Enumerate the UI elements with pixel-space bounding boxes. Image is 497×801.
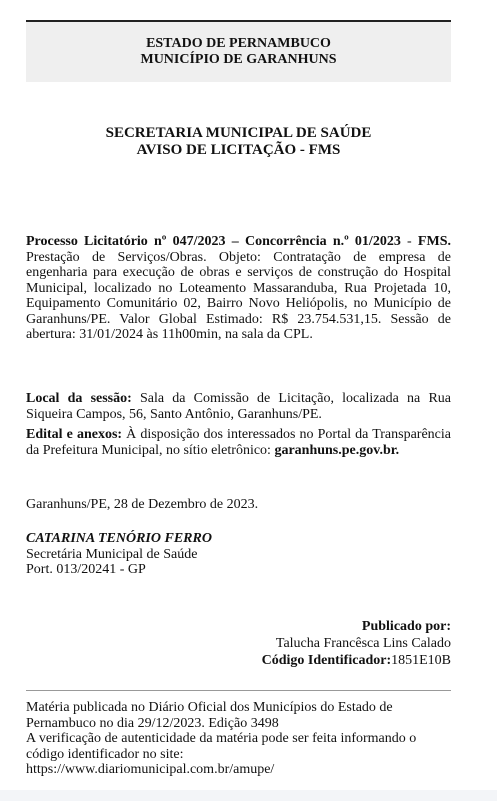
- date-line: Garanhuns/PE, 28 de Dezembro de 2023.: [26, 497, 259, 512]
- notice-title: AVISO DE LICITAÇÃO - FMS: [136, 142, 341, 158]
- published-by-label: Publicado por:: [361, 619, 451, 634]
- footer-url-link[interactable]: https://www.diariomunicipal.com.br/amupe/: [26, 762, 275, 777]
- footer-verification-info: A verificação de autenticidade da matéria pode ser feita informando o código identificador no site:: [26, 731, 417, 762]
- identifier-label: Código Identificador:: [261, 653, 392, 668]
- edital-text: À disposição dos interessados no Portal da Transparência da Prefeitura Municipal, no sítio eletrônico:: [26, 427, 451, 458]
- edital-paragraph: [26, 427, 451, 458]
- edital-label: Edital e anexos:: [26, 427, 123, 442]
- bottom-strip: [0, 790, 497, 801]
- fms-label: FMS.: [417, 234, 451, 249]
- secretariat-title: SECRETARIA MUNICIPAL DE SAÚDE: [105, 125, 372, 141]
- footer-publication-info: Matéria publicada no Diário Oficial dos Municípios do Estado de Pernambuco no dia 29/12/2023. Edição 3498: [26, 700, 393, 731]
- signature-block: [26, 531, 451, 578]
- session-paragraph: [26, 391, 451, 422]
- notice-paragraph: [26, 234, 451, 343]
- signatory-role: Secretária Municipal de Saúde: [26, 546, 198, 562]
- signatory-port: Port. 013/20241 - GP: [26, 562, 146, 577]
- header-municipality: MUNICÍPIO DE GARANHUNS: [140, 52, 337, 67]
- publisher-name: Talucha Francêsca Lins Calado: [275, 636, 451, 651]
- section-heading: [26, 125, 451, 159]
- footer-divider: [26, 690, 451, 691]
- signatory-name: CATARINA TENÓRIO FERRO: [26, 531, 212, 546]
- session-label: Local da sessão:: [26, 391, 132, 406]
- header-box: [26, 20, 451, 82]
- identifier-code: 1851E10B: [391, 653, 451, 668]
- notice-text: Prestação de Serviços/Obras. Objeto: Contratação de empresa de engenharia para execução de obras e serviços de construção do Hospital Municipal, localizado no Loteamento Massaranduba, Rua Projetada 10, Equipamento Comunitário 02, Bairro Novo Heliópolis, no Município de Garanhuns/PE. Valor Global Estimado: R$ 23.754.531,15. Sessão de abertura: 31/01/2024 às 11h00min, na sala da CPL.: [26, 249, 451, 342]
- publication-block: [26, 618, 451, 669]
- identifier-line: [26, 652, 451, 669]
- notice-dash: -: [400, 234, 418, 249]
- header-state: ESTADO DE PERNAMBUCO: [146, 36, 331, 51]
- session-text: Sala da Comissão de Licitação, localizada na Rua Siqueira Campos, 56, Santo Antônio, Garanhuns/PE.: [26, 391, 451, 422]
- process-number: Processo Licitatório nº 047/2023 – Concorrência n.º 01/2023: [26, 234, 401, 249]
- edital-site-link[interactable]: garanhuns.pe.gov.br.: [274, 442, 400, 458]
- footer-block: [26, 700, 451, 778]
